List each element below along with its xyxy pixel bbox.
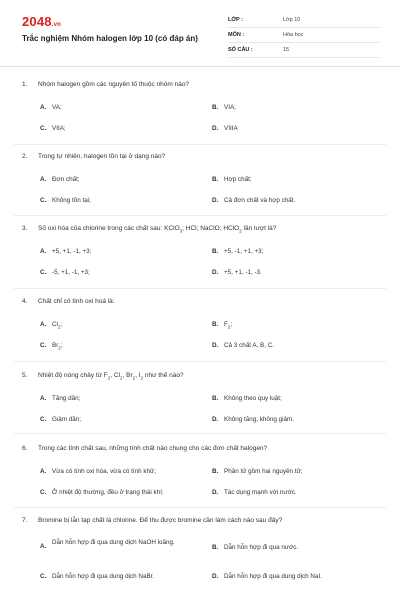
option-letter: A. — [40, 176, 47, 183]
subscript: 2 — [57, 324, 61, 330]
option-letter: D. — [212, 573, 219, 580]
option-text-part: ; — [60, 342, 63, 349]
question-number: 3. — [22, 225, 28, 232]
option-text: Ở nhiệt độ thường, đều ở trạng thái khí; — [52, 489, 164, 496]
question-text — [22, 297, 382, 306]
option-text: -5, +1, -1, +3; — [52, 269, 90, 276]
option-text-part: F — [224, 321, 228, 328]
question-text — [22, 80, 382, 89]
question-number: 1. — [22, 81, 28, 88]
meta-row-subject — [228, 29, 380, 43]
question-body-part: như thế nào? — [143, 372, 184, 379]
option-text: Không theo quy luật; — [224, 395, 282, 402]
option-text: Hợp chất; — [224, 176, 252, 183]
option-letter: D. — [212, 489, 219, 496]
option-letter: D. — [212, 269, 219, 276]
option-letter: B. — [212, 395, 219, 402]
option-text: Cả 3 chất A, B, C. — [224, 342, 275, 349]
meta-row-class — [228, 14, 380, 28]
option-letter: C. — [40, 489, 47, 496]
meta-value: 15 — [283, 47, 290, 53]
option-text: Không tồn tại; — [52, 197, 91, 204]
question-body-part: Số oxi hóa của chlorine trong các chất sau: KClO — [38, 225, 180, 232]
question-number: 2. — [22, 153, 28, 160]
option-text: Dẫn hỗn hợp đi qua dung dịch NaOH loãng. — [52, 539, 175, 546]
option-text: +5, -1, +1, +3; — [224, 248, 264, 255]
option-text: Vừa có tính oxi hóa, vừa có tính khử; — [52, 468, 157, 475]
option-text: Cả đơn chất và hợp chất. — [224, 197, 296, 204]
question-divider — [14, 507, 386, 508]
option-text: Tác dụng mạnh với nước. — [224, 489, 297, 496]
question-body-part: Nhiệt độ nóng chảy từ F — [38, 372, 108, 379]
question-text — [22, 371, 382, 382]
question-body: Bromine bị lẫn tạp chất là chlorine. Để thu được bromine cần làm cách nào sau đây? — [38, 517, 283, 524]
option-letter: B. — [212, 468, 219, 475]
option-text: +5, +1, -1, -3. — [224, 269, 262, 276]
question-divider — [14, 433, 386, 434]
option-letter: D. — [212, 125, 219, 132]
meta-value: Lớp 10 — [283, 17, 301, 23]
option-text: VIIIA — [224, 125, 238, 132]
option-text: VIA; — [224, 104, 236, 111]
page-title: Trắc nghiệm Nhóm halogen lớp 10 (có đáp án) — [22, 34, 198, 43]
option-text: VA; — [52, 104, 62, 111]
question-body-part: , I — [135, 372, 141, 379]
subscript: 2 — [120, 375, 123, 381]
option-letter: C. — [40, 125, 47, 132]
option-text — [52, 321, 62, 331]
option-text: Dẫn hỗn hợp đi qua dung dịch NaBr. — [52, 573, 155, 580]
option-text-part: ; — [60, 321, 63, 328]
question-body: Chất chỉ có tính oxi hoá là: — [38, 298, 115, 305]
question-divider — [14, 288, 386, 289]
question-text — [22, 516, 382, 525]
option-text: Giảm dần; — [52, 416, 82, 423]
question-number: 4. — [22, 298, 28, 305]
question-body: Trong các tính chất sau, những tính chất nào chung cho các đơn chất halogen? — [38, 445, 268, 452]
option-letter: A. — [40, 468, 47, 475]
document-header — [0, 0, 400, 66]
meta-key: LỚP : — [228, 17, 243, 23]
option-letter: A. — [40, 248, 47, 255]
option-letter: C. — [40, 269, 47, 276]
question-body-part: ; HCl; NaClO; HClO — [182, 225, 240, 232]
option-text: Tăng dần; — [52, 395, 81, 402]
question-body-part: , Br — [122, 372, 133, 379]
subscript: 3 — [179, 228, 183, 234]
option-letter: A. — [40, 104, 47, 111]
option-text-part: Br — [52, 342, 59, 349]
question-text — [22, 224, 382, 235]
question-number: 5. — [22, 372, 28, 379]
option-letter: C. — [40, 197, 47, 204]
option-text — [52, 342, 63, 352]
option-letter: D. — [212, 416, 219, 423]
option-letter: C. — [40, 416, 47, 423]
meta-key: MÔN : — [228, 32, 245, 38]
question-divider — [14, 215, 386, 216]
question-text — [22, 444, 382, 453]
option-letter: B. — [212, 176, 219, 183]
option-letter: A. — [40, 395, 47, 402]
meta-value: Hóa học — [283, 32, 304, 38]
question-body-part: lần lượt là? — [241, 225, 277, 232]
meta-row-count — [228, 44, 380, 58]
site-logo[interactable] — [22, 14, 61, 29]
option-letter: D. — [212, 342, 219, 349]
option-text: Dẫn hỗn hợp đi qua nước. — [224, 544, 299, 551]
subscript: 2 — [132, 375, 136, 381]
option-letter: C. — [40, 573, 47, 580]
option-text: Không tăng, không giảm. — [224, 416, 295, 423]
subscript: 2 — [58, 345, 61, 351]
logo-text: 2048 — [22, 14, 52, 29]
option-letter: B. — [212, 321, 219, 328]
subscript: 2 — [140, 375, 144, 381]
option-text-part: ; — [230, 321, 233, 328]
question-text — [22, 152, 382, 161]
option-text: Đơn chất; — [52, 176, 80, 183]
option-letter: D. — [212, 197, 219, 204]
option-text: VIIA; — [52, 125, 66, 132]
question-body: Nhóm halogen gồm các nguyên tố thuộc nhóm nào? — [38, 81, 190, 88]
option-text: Phân tử gồm hai nguyên tử; — [224, 468, 303, 475]
subscript: 2 — [227, 324, 231, 330]
question-body: Trong tự nhiên, halogen tồn tại ở dạng nào? — [38, 153, 166, 160]
option-letter: B. — [212, 104, 219, 111]
option-letter: C. — [40, 342, 47, 349]
option-text: +5, +1, -1, +3; — [52, 248, 92, 255]
question-divider — [14, 144, 386, 145]
option-text-part: Cl — [52, 321, 58, 328]
option-letter: B. — [212, 544, 219, 551]
option-text: Dẫn hỗn hợp đi qua dung dịch NaI. — [224, 573, 322, 580]
option-letter: A. — [40, 543, 47, 550]
logo-suffix: .vn — [51, 22, 62, 28]
question-divider — [14, 361, 386, 362]
question-number: 7. — [22, 517, 28, 524]
option-text — [224, 321, 232, 331]
meta-key: SỐ CÂU : — [228, 47, 253, 53]
subscript: 2 — [239, 228, 242, 234]
question-body-part: , Cl — [110, 372, 121, 379]
option-letter: B. — [212, 248, 219, 255]
subscript: 2 — [107, 375, 111, 381]
question-number: 6. — [22, 445, 28, 452]
header-divider — [0, 66, 400, 67]
option-letter: A. — [40, 321, 47, 328]
